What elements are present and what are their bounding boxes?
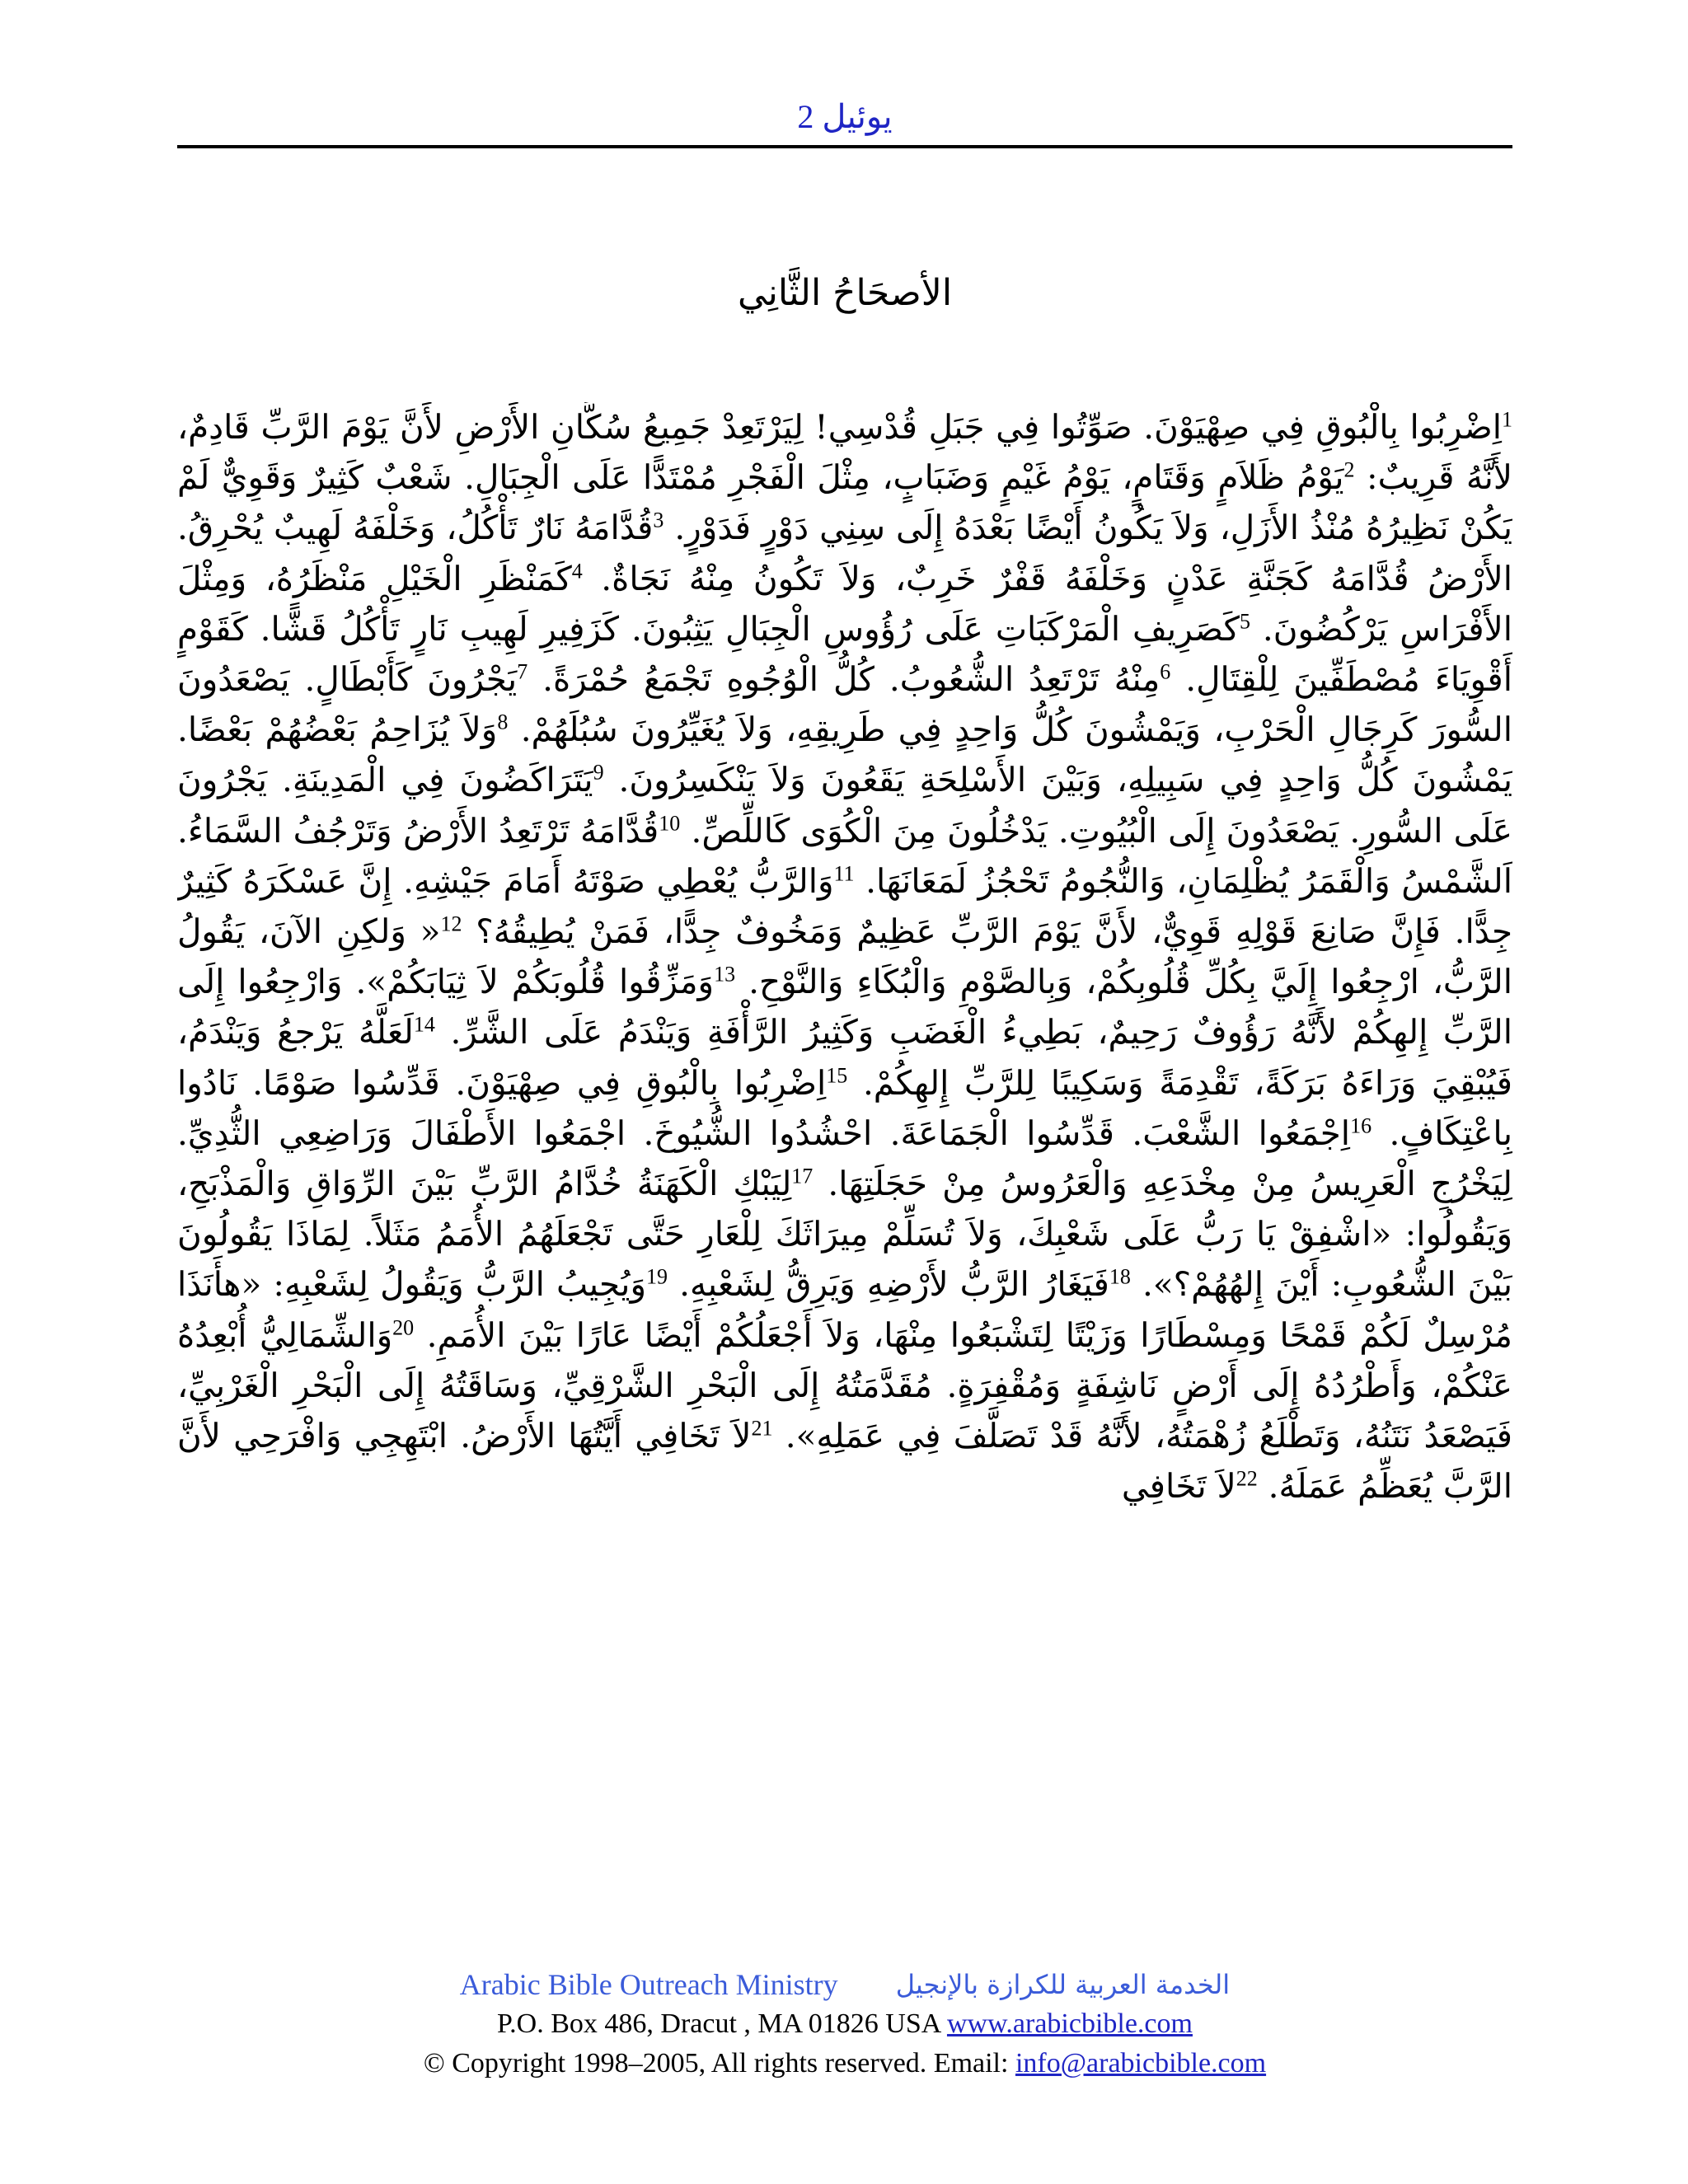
postal-address: P.O. Box 486, Dracut , MA 01826 USA: [497, 2008, 940, 2039]
footer-organization: [177, 1965, 1512, 2004]
verse-number: 5: [1239, 609, 1250, 634]
verse-text: مِنْهُ تَرْتَعِدُ الشُّعُوبُ. كُلُّ الْوُجُوهِ تَجْمَعُ حُمْرَةً.: [542, 659, 1160, 700]
verse-number: 12: [440, 912, 462, 936]
verse-text: لاَ تَخَافِي: [1121, 1466, 1236, 1507]
verse-text: فَيَغَارُ الرَّبُّ لأَرْضِهِ وَيَرِقُّ لِشَعْبِهِ.: [679, 1264, 1109, 1305]
verse-number: 4: [571, 559, 583, 583]
verse-number: 22: [1236, 1466, 1258, 1491]
verse-number: 10: [659, 811, 681, 836]
verse: [1122, 1466, 1258, 1506]
verse-text: يَتَرَاكَضُونَ فِي الْمَدِينَةِ. يَجْرُونَ عَلَى السُّورِ. يَصْعَدُونَ إِلَى الْبُيُوتِ. يَدْخُلُونَ مِنَ الْكُوَى كَاللِّصِّ.: [177, 760, 1512, 851]
scripture-body: [177, 402, 1512, 1910]
verse-text: وَلاَ يُزَاحِمُ بَعْضُهُمْ بَعْضًا. يَمْشُونَ كُلُّ وَاحِدٍ فِي سَبِيلِهِ، وَبَيْنَ الأَسْلِحَةِ يَقَعُونَ وَلاَ يَنْكَسِرُونَ.: [177, 710, 1512, 800]
org-name-arabic: الخدمة العربية للكرازة بالإنجيل: [895, 1969, 1231, 2000]
verse-number: 8: [497, 710, 509, 734]
verse-number: 13: [714, 962, 736, 987]
header-rule: [177, 145, 1512, 148]
verse-number: 19: [646, 1264, 668, 1289]
verse-text: لاَ تَخَافِي أَيَّتُهَا الأَرْضُ. ابْتَهِجِي وَافْرَحِي لأَنَّ الرَّبَّ يُعَظِّمُ عَمَلَهُ.: [177, 1416, 1512, 1507]
website-link[interactable]: www.arabicbible.com: [946, 2008, 1193, 2039]
chapter-title: الأصحَاحُ الثَّانِي: [737, 272, 953, 314]
verse-number: 17: [791, 1164, 814, 1188]
verse-text: كَمَنْظَرِ الْخَيْلِ مَنْظَرُهُ، وَمِثْلَ الأَفْرَاسِ يَرْكُضُونَ.: [177, 558, 1512, 649]
verse-number: 16: [1350, 1113, 1372, 1138]
verse: [542, 659, 1170, 699]
verse-text: وَمَزِّقُوا قُلُوبَكُمْ لاَ ثِيَابَكُمْ». وَارْجِعُوا إِلَى الرَّبِّ إِلهِكُمْ لأَنَّهُ رَؤُوفٌ رَحِيمٌ، بَطِيءُ الْغَضَبِ وَكَثِيرُ الرَّأْفَةِ وَيَنْدَمُ عَلَى الشَّرِّ.: [177, 962, 1512, 1052]
verse-text: يَجْرُونَ كَأَبْطَالٍ. يَصْعَدُونَ السُّورَ كَرِجَالِ الْحَرْبِ، وَيَمْشُونَ كُلُّ وَاحِدٍ فِي طَرِيقِهِ، وَلاَ يُغَيِّرُونَ سُبُلَهُمْ.: [177, 659, 1512, 750]
verse-number: 2: [1343, 457, 1355, 482]
verse-text: لِيَبْكِ الْكَهَنَةُ خُدَّامُ الرَّبِّ بَيْنَ الرِّوَاقِ وَالْمَذْبَحِ، وَيَقُولُوا: «اشْفِقْ يَا رَبُّ عَلَى شَعْبِكَ، وَلاَ تُسَلِّمْ مِيرَاثَكَ لِلْعَارِ حَتَّى تَجْعَلَهُمُ الأُمَمُ مَثَلاً. لِمَاذَا يَقُولُونَ بَيْنَ الشُّعُوبِ: أَيْنَ إِلهُهُمْ؟».: [177, 1164, 1512, 1305]
verse-number: 20: [392, 1315, 415, 1340]
verse-number: 15: [826, 1063, 848, 1088]
verse-text: يَوْمُ ظَلاَمٍ وَقَتَامٍ، يَوْمُ غَيْمٍ وَضَبَابٍ، مِثْلَ الْفَجْرِ مُمْتَدًّا عَلَى الْجِبَالِ. شَعْبٌ كَثِيرٌ وَقَوِيٌّ لَمْ يَكُنْ نَظِيرُهُ مُنْذُ الأَزَلِ، وَلاَ يَكُونُ أَيْضًا بَعْدَهُ إِلَى سِنِي دَوْرٍ فَدَوْرٍ.: [177, 457, 1512, 548]
verse-number: 11: [833, 861, 855, 886]
email-link[interactable]: info@arabicbible.com: [1015, 2048, 1267, 2079]
verse-number: 3: [653, 508, 664, 532]
verse-text: لَعَلَّهُ يَرْجعُ وَيَنْدَمُ، فَيُبْقِيَ وَرَاءَهُ بَرَكَةً، تَقْدِمَةً وَسَكِيبًا لِلرَّبِّ إِلهِكُمْ.: [177, 1012, 1512, 1103]
verse-text: وَيُجِيبُ الرَّبُّ وَيَقُولُ لِشَعْبِهِ: «هأَنَذَا مُرْسِلٌ لَكُمْ قَمْحًا وَمِسْطَارًا وَزَيْتًا لِتَشْبَعُوا مِنْهَا، وَلاَ أَجْعَلُكُمْ أَيْضًا عَارًا بَيْنَ الأُمَمِ.: [177, 1264, 1512, 1355]
verse-text: قُدَّامَهُ نَارٌ تَأْكُلُ، وَخَلْفَهُ لَهِيبٌ يُحْرِقُ. الأَرْضُ قُدَّامَهُ كَجَنَّةِ عَدْنٍ وَخَلْفَهُ قَفْرٌ خَرِبٌ، وَلاَ تَكُونُ مِنْهُ نَجَاةٌ.: [177, 508, 1512, 598]
running-header: يوئيل 2: [797, 98, 893, 135]
verse-text: قُدَّامَهُ تَرْتَعِدُ الأَرْضُ وَتَرْجُفُ السَّمَاءُ. اَلشَّمْسُ وَالْقَمَرُ يُظْلِمَانِ، وَالنُّجُومُ تَحْجُزُ لَمَعَانَهَا.: [177, 810, 1512, 901]
footer-copyright-line: [177, 2044, 1512, 2083]
page-footer: [177, 1965, 1512, 2083]
verse-number: 18: [1109, 1264, 1131, 1289]
verse-number: 7: [517, 659, 528, 684]
copyright-text: © Copyright 1998–2005, All rights reserved. Email:: [423, 2048, 1009, 2079]
verse-number: 21: [751, 1416, 773, 1441]
verse-text: وَالرَّبُّ يُعْطِي صَوْتَهُ أَمَامَ جَيْشِهِ. إِنَّ عَسْكَرَهُ كَثِيرٌ جِدًّا. فَإِنَّ صَانِعَ قَوْلِهِ قَوِيٌّ، لأَنَّ يَوْمَ الرَّبِّ عَظِيمٌ وَمَخُوفٌ جِدًّا، فَمَنْ يُطِيقُهُ؟: [177, 860, 1512, 952]
verse-number: 1: [1502, 407, 1512, 432]
verse-text: وَالشِّمَالِيُّ أُبْعِدُهُ عَنْكُمْ، وَأَطْرُدُهُ إِلَى أَرْضٍ نَاشِفَةٍ وَمُقْفِرَةٍ. مُقَدَّمَتُهُ إِلَى الْبَحْرِ الشَّرْقِيِّ، وَسَاقَتُهُ إِلَى الْبَحْرِ الْغَرْبِيِّ، فَيَصْعَدُ نَتَنُهُ، وَتَطْلَعُ زُهْمَتُهُ، لأَنَّهُ قَدْ تَصَلَّفَ فِي عَمَلِهِ».: [177, 1315, 1512, 1456]
verse-text: اِضْرِبُوا بِالْبُوقِ فِي صِهْيَوْنَ. صَوِّتُوا فِي جَبَلِ قُدْسِي! لِيَرْتَعِدْ جَمِيعُ سُكَّانِ الأَرْضِ لأَنَّ يَوْمَ الرَّبِّ قَادِمٌ، لأَنَّهُ قَرِيبٌ:: [177, 407, 1512, 498]
verse-number: 9: [593, 760, 604, 785]
verse-number: 14: [413, 1012, 435, 1037]
verse-text: « وَلكِنِ الآنَ، يَقُولُ الرَّبُّ، ارْجِعُوا إِلَيَّ بِكُلِّ قُلُوبِكُمْ، وَبِالصَّوْمِ وَالْبُكَاءِ وَالنَّوْحِ.: [177, 912, 1512, 1002]
verse-number: 6: [1160, 659, 1171, 684]
org-name-english: Arabic Bible Outreach Ministry: [459, 1968, 838, 2001]
verse-text: اِضْرِبُوا بِالْبُوقِ فِي صِهْيَوْنَ. قَدِّسُوا صَوْمًا. نَادُوا بِاعْتِكَافٍ.: [177, 1062, 1512, 1153]
verse-text: كَصَرِيفِ الْمَرْكَبَاتِ عَلَى رُؤُوسِ الْجِبَالِ يَثِبُونَ. كَزَفِيرِ لَهِيبِ نَارٍ تَأْكُلُ قَشًّا. كَقَوْمٍ أَقْوِيَاءَ مُصْطَفِّينَ لِلْقِتَالِ.: [177, 608, 1512, 700]
footer-address-line: [177, 2004, 1512, 2044]
verse: [679, 1264, 1131, 1304]
verse-text: اِجْمَعُوا الشَّعْبَ. قَدِّسُوا الْجَمَاعَةَ. احْشُدُوا الشُّيُوخَ. اجْمَعُوا الأَطْفَالَ وَرَاضِعِي الثُّدِيِّ. لِيَخْرُجِ الْعَرِيسُ مِنْ مِخْدَعِهِ وَالْعَرُوسُ مِنْ حَجَلَتِهَا.: [177, 1113, 1512, 1204]
